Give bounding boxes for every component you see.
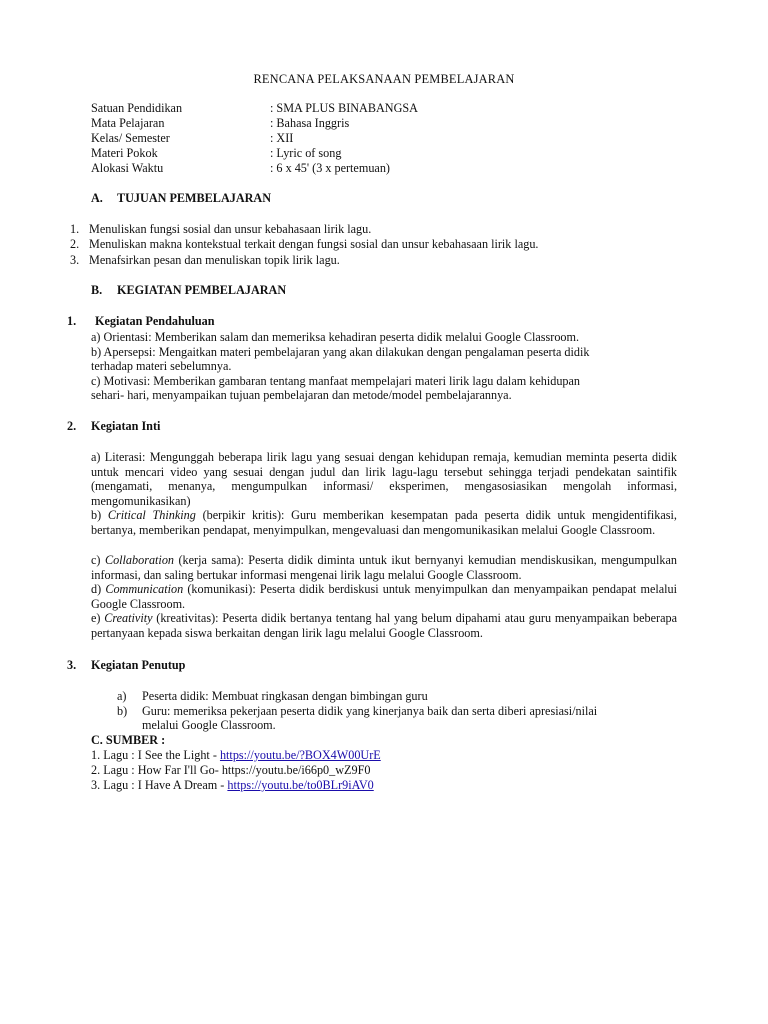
sumber-item-prefix: 1. Lagu : I See the Light - [91,748,220,762]
inti-b-term: Critical Thinking [107,508,196,522]
inti-d-rest: (komunikasi): Peserta didik berdiskusi untuk menyimpulkan dan menyampaikan pendapat melalui Google Classroom. [91,582,678,611]
tujuan-item-text: Menuliskan makna kontekstual terkait dengan fungsi sosial dan unsur kebahasaan lirik lagu. [89,237,539,251]
penutup-b-text-line1: Guru: memeriksa pekerjaan peserta didik yang kinerjanya baik dan serta diberi apresiasi/nilai [142,704,598,718]
inti-d-prefix: d) [91,582,106,596]
penutup-a-text: Peserta didik: Membuat ringkasan dengan bimbingan guru [142,689,428,703]
inti-heading: Kegiatan Inti [91,419,161,433]
section-b-letter: B. [91,283,103,297]
sumber-item-2 [91,763,370,778]
penutup-b-label: b) [117,704,128,718]
penutup-b-text-line2: melalui Google Classroom. [142,718,276,732]
tujuan-item-text: Menuliskan fungsi sosial dan unsur kebahasaan lirik lagu. [89,222,372,236]
pendahuluan-heading: Kegiatan Pendahuluan [95,314,215,328]
tujuan-item-number: 2. [70,237,80,251]
tujuan-item-text: Menafsirkan pesan dan menuliskan topik lirik lagu. [89,253,340,267]
penutup-a-label: a) [117,689,127,703]
pendahuluan-b-line2: terhadap materi sebelumnya. [91,359,232,373]
pendahuluan-a: a) Orientasi: Memberikan salam dan memeriksa kehadiran peserta didik melalui Google Classroom. [91,330,580,344]
inti-e-term: Creativity [104,611,153,625]
inti-c-paragraph [91,553,677,582]
section-a-letter: A. [91,191,103,205]
inti-b-rest: (berpikir kritis): Guru memberikan kesempatan pada peserta didik untuk mengidentifikasi, bertanya, memberikan pendapat, menyimpulkan, mengevaluasi dan mengomunikasikan melalui Google Classroom. [91,508,677,537]
inti-c-term: Collaboration [104,553,175,567]
inti-a-paragraph: a) Literasi: Mengunggah beberapa lirik lagu yang sesuai dengan kehidupan remaja, kemudian meminta peserta didik untuk mencari video yang sesuai dengan judul dan lirik lagu-lagu tersebut sehingga terjadi pendekatan saintifik (mengamati, menanya, mengumpulkan informasi/ eksperimen, mengasosiasikan mengolah informasi, mengomunikasikan) [91,450,677,508]
identity-value-mapel: : Bahasa Inggris [270,116,350,130]
inti-e-rest: (kreativitas): Peserta didik bertanya tentang hal yang belum dipahami atau guru menyampaikan beberapa pertanyaan kepada siswa berkaitan dengan lirik lagu melalui Google Classroom. [91,611,677,640]
sumber-heading: C. SUMBER : [91,733,166,747]
sumber-item-prefix: 3. Lagu : I Have A Dream - [91,778,228,792]
sumber-item-1 [91,748,381,763]
identity-label-alokasi: Alokasi Waktu [91,161,164,175]
identity-value-satuan: : SMA PLUS BINABANGSA [270,101,418,115]
identity-value-alokasi: : 6 x 45' (3 x pertemuan) [270,161,390,175]
identity-value-materi: : Lyric of song [270,146,342,160]
inti-d-paragraph [91,582,677,611]
document-title: RENCANA PELAKSANAAN PEMBELAJARAN [253,72,515,86]
sumber-link-1[interactable]: https://youtu.be/?BOX4W00UrE [219,748,381,762]
penutup-heading: Kegiatan Penutup [91,658,186,672]
sumber-item-prefix: 2. Lagu : How Far I'll Go- https://youtu.be/i66p0_wZ9F0 [91,763,371,777]
identity-label-satuan: Satuan Pendidikan [91,101,183,115]
identity-value-kelas: : XII [270,131,294,145]
inti-b-paragraph [91,508,677,537]
pendahuluan-number: 1. [67,314,77,328]
inti-d-term: Communication [105,582,184,596]
inti-c-prefix: c) [91,553,105,567]
sumber-link-3[interactable]: https://youtu.be/to0BLr9iAV0 [227,778,374,792]
inti-b-prefix: b) [91,508,108,522]
pendahuluan-c-line1: c) Motivasi: Memberikan gambaran tentang manfaat mempelajari materi lirik lagu dalam kehidupan [91,374,581,388]
tujuan-item-number: 1. [70,222,80,236]
inti-e-prefix: e) [91,611,105,625]
section-b-heading: KEGIATAN PEMBELAJARAN [117,283,287,297]
inti-number: 2. [67,419,77,433]
inti-c-rest: (kerja sama): Peserta didik diminta untuk ikut bernyanyi kemudian mendiskusikan, mengumpulkan informasi, dan saling bertukar informasi mengenai lirik lagu melalui Google Classroom. [91,553,677,582]
section-a-heading: TUJUAN PEMBELAJARAN [117,191,272,205]
tujuan-item-number: 3. [70,253,80,267]
identity-label-kelas: Kelas/ Semester [91,131,170,145]
identity-label-materi: Materi Pokok [91,146,158,160]
sumber-item-3 [91,778,374,793]
identity-label-mapel: Mata Pelajaran [91,116,165,130]
inti-e-paragraph [91,611,677,640]
penutup-number: 3. [67,658,77,672]
pendahuluan-b-line1: b) Apersepsi: Mengaitkan materi pembelajaran yang akan dilakukan dengan pengalaman peserta didik [91,345,590,359]
pendahuluan-c-line2: sehari- hari, menyampaikan tujuan pembelajaran dan metode/model pembelajarannya. [91,388,512,402]
